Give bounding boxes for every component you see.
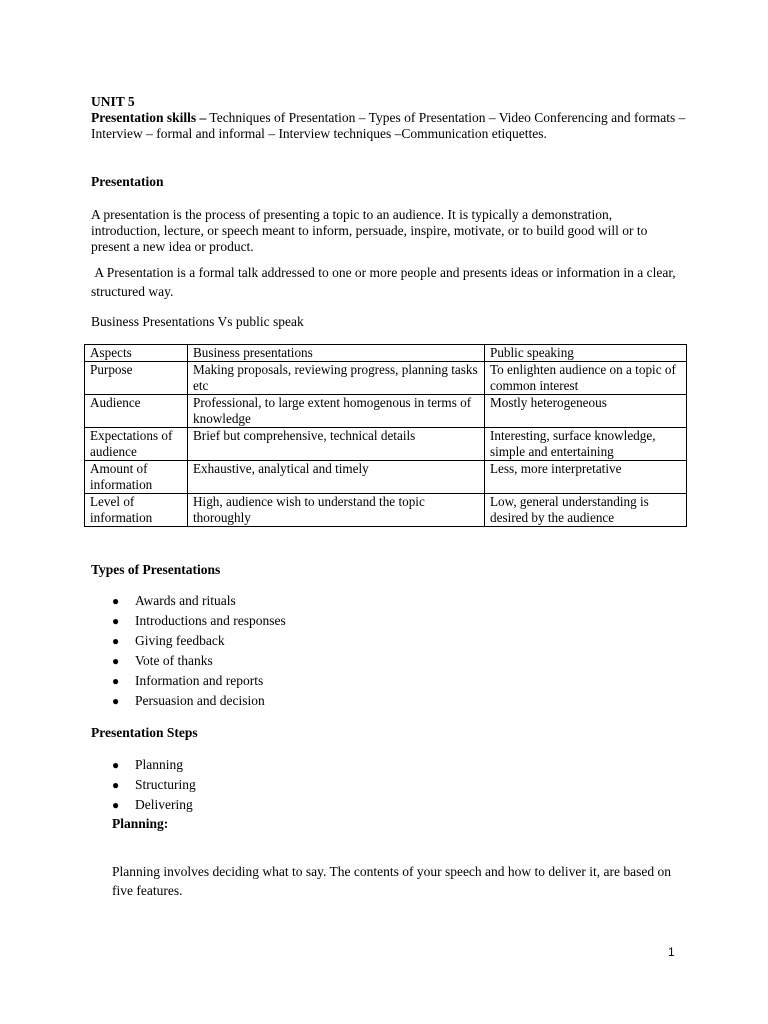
table-row [85,362,687,395]
bullet-icon: ● [112,634,120,648]
comparison-table [84,344,687,527]
bullet-icon: ● [112,594,120,608]
table-cell: Making proposals, reviewing progress, planning tasks etc [188,362,485,395]
bullet-icon: ● [112,778,120,792]
table-cell: Level of information [85,494,188,527]
syllabus-line [91,110,691,142]
unit-title: UNIT 5 [91,94,135,109]
bullet-icon: ● [112,758,120,772]
table-cell: To enlighten audience on a topic of common interest [485,362,687,395]
header-cell: Public speaking [485,345,687,362]
bullet-icon: ● [112,798,120,812]
bullet-icon: ● [112,654,120,668]
bullet-icon: ● [112,614,120,628]
planning-paragraph: Planning involves deciding what to say. The contents of your speech and how to deliver it, are based on five features. [112,864,671,898]
table-cell: Amount of information [85,461,188,494]
section-heading-presentation: Presentation [91,174,164,189]
table-cell: Low, general understanding is desired by the audience [485,494,687,527]
header-cell: Business presentations [188,345,485,362]
table-cell: Expectations of audience [85,428,188,461]
syllabus-topics: Techniques of Presentation – Types of Presentation – Video Conferencing and formats – Interview – formal and informal – Interview techniques –Communication etiquettes. [91,110,686,141]
table-cell: Professional, to large extent homogenous in terms of knowledge [188,395,485,428]
section-heading-planning: Planning: [112,816,169,831]
table-cell: Audience [85,395,188,428]
bullet-icon: ● [112,674,120,688]
presentation-formal-talk-paragraph: A Presentation is a formal talk addressed to one or more people and presents ideas or information in a clear, structured way. [91,265,680,299]
table-row [85,461,687,494]
section-heading-types: Types of Presentations [91,562,221,577]
page-number: 1 [668,945,675,959]
table-row [85,428,687,461]
table-row [85,395,687,428]
syllabus-lead: Presentation skills – [91,110,207,125]
table-cell: High, audience wish to understand the topic thoroughly [188,494,485,527]
table-row [85,494,687,527]
table-cell: Mostly heterogeneous [485,395,687,428]
bullet-icon: ● [112,694,120,708]
table-cell: Purpose [85,362,188,395]
section-heading-steps: Presentation Steps [91,725,198,740]
table-cell: Interesting, surface knowledge, simple and entertaining [485,428,687,461]
table-caption: Business Presentations Vs public speak [91,314,304,329]
presentation-definition-paragraph: A presentation is the process of presenting a topic to an audience. It is typically a demonstration, introduction, lecture, or speech meant to inform, persuade, inspire, motivate, or to build good will or to present a new idea or product. [91,207,648,254]
table-header-row [85,345,687,362]
header-cell: Aspects [85,345,188,362]
table-cell: Less, more interpretative [485,461,687,494]
table-cell: Brief but comprehensive, technical details [188,428,485,461]
table-cell: Exhaustive, analytical and timely [188,461,485,494]
